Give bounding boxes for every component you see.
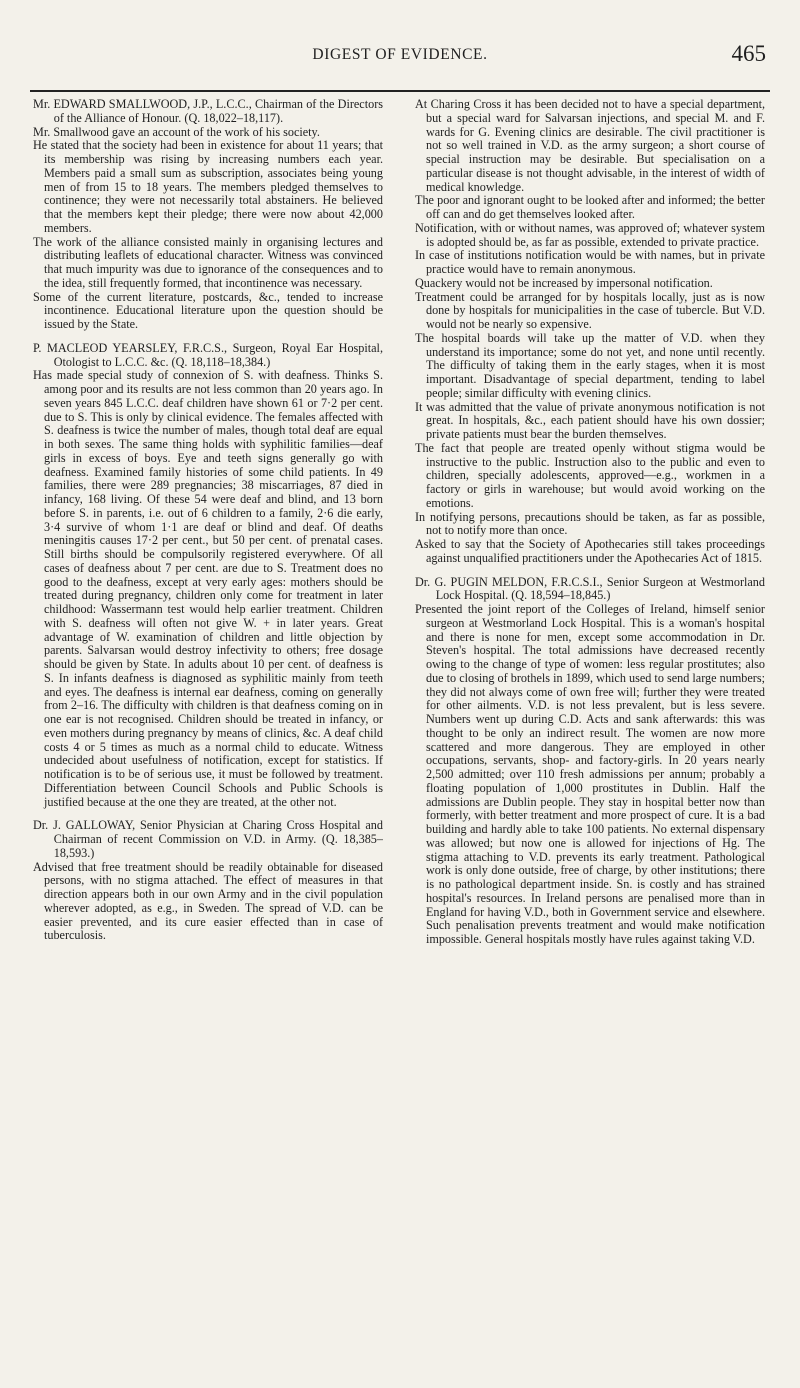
paragraph: In case of institutions notification would be with names, but in private practice would have to remain anonymous. (415, 248, 765, 276)
paragraph: Has made special study of connexion of S. with deafness. Thinks S. among poor and its results are not less common than 20 years ago. In seven years 845 L.C.C. deaf children have shown 61 or 7·2 per cent. due to S. This is only by clinical evidence. The females affected with S. deafness is twice the number of males, though total deaf are equal in both sexes. The same thing holds with syphilitic families—deaf girls in excess of boys. Eye and teeth signs generally go with deafness. Examined family histories of some child patients. In 49 families, there were 289 pregnancies; 38 miscarriages, 87 died in infancy, 168 living. Of these 54 were deaf and blind, and 13 born before S. in parents, i.e. out of 6 children to a family, 2·6 die early, 3·4 survive of whom 1·1 are deaf or blind and deaf. Of deaths meningitis causes 17·2 per cent., but 50 per cent. of prenatal cases. Still births should be compulsorily registered everywhere. Of all cases of deafness about 7 per cent. are due to S. Treatment does no good to the deafness, except at very early ages: mothers should be treated during pregnancy, children only come for treatment in later childhood: Wassermann test would help earlier treatment. Children with S. deafness will often not give W. + in later years. Great advantage of W. examination of children and little objection by parents. Salvarsan would destroy infectivity to others; free dosage should be given by State. In adults about 10 per cent. of deafness is S. In infants deafness is diagnosed as syphilitic mainly from teeth and eyes. The deafness is internal ear deafness, coming on generally from 2–16. The difficulty with children is that deafness coming on in one ear is not recognised. Children should be treated in infancy, or even mothers during pregnancy by means of clinics, &c. A deaf child costs 4 or 5 times as much as a normal child to educate. Witness undecided about usefulness of notification, except for statistics. If notification is to be of serious use, it must be followed by treatment. Differentiation between Council Schools and Public Schools is justified because at the one they are treated, at the other not. (33, 368, 383, 809)
paragraph: Quackery would not be increased by impersonal notification. (415, 275, 713, 290)
witness-heading-meldon: Dr. G. PUGIN MELDON, F.R.C.S.I., Senior Surgeon at Westmorland Lock Hospital. (Q. 18,594–18,845.) (415, 574, 765, 603)
paragraph: Asked to say that the Society of Apothecaries still takes proceedings against unqualified practitioners under the Apothecaries Act of 1815. (415, 537, 765, 565)
page-header (30, 41, 770, 86)
left-column (33, 98, 383, 1363)
paragraph: The fact that people are treated openly without stigma would be instructive to the public. Instruction also to the public and even to children, specially adolescents, approved—e.g., workmen in a factory or girls in warehouse; but would avoid working on the emotions. (415, 440, 765, 510)
paragraph: Advised that free treatment should be readily obtainable for diseased persons, with no stigma attached. The effect of measures in that direction appears both in our own Army and in the civil population wherever adopted, as e.g., in Sweden. The spread of V.D. can be easier prevented, and its cure easier effected than in case of tuberculosis. (33, 859, 383, 943)
paragraph: Notification, with or without names, was approved of; whatever system is adopted should be, as far as possible, extended to private practice. (415, 220, 765, 249)
paragraph: The poor and ignorant ought to be looked after and informed; the better off can and do get themselves looked after. (415, 193, 765, 221)
paragraph: At Charing Cross it has been decided not to have a special department, but a special ward for Salvarsan injections, and special M. and F. wards for G. Evening clinics are desirable. The civil practitioner is not so well trained in V.D. as the army surgeon; a short course of special instruction may be desirable. But specialisation on a particular disease is not thought advisable, in the interest of width of medical knowledge. (415, 98, 765, 194)
paragraph: The hospital boards will take up the matter of V.D. when they understand its importance; some do not yet, and none until recently. The difficulty of taking them in the early stages, when it is most important. Disadvantage of special department, tending to label people; similar difficulty with evening clinics. (415, 330, 765, 400)
page-number: 465 (731, 41, 766, 66)
paragraph: In notifying persons, precautions should be taken, as far as possible, not to notify more than once. (415, 509, 765, 538)
paragraph: Presented the joint report of the Colleges of Ireland, himself senior surgeon at Westmorland Lock Hospital. This is a woman's hospital and there is none for men, except some accommodation in Dr. Steven's hospital. The total admissions have decreased recently owing to the change of type of women: less regular prostitutes; also due to closing of brothels in 1899, which used to send large numbers; they did not always come of own free will; further they were treated for other ailments. V.D. is not less prevalent, but is less severe. Numbers went up during C.D. Acts and sank afterwards: this was thought to be only an indirect result. The women are now more scattered and more dangerous. They are employed in other occupations, servants, shop- and factory-girls. In 20 years nearly 2,500 admitted; over 110 fresh admissions per annum; probably a floating population of 1,000 prostitutes in Dublin. Half the admissions are Dublin people. They stay in hospital better now than formerly, with better treatment and more prospect of cure. It is a bad building and hardly able to take 100 patients. No external dispensary was allowed; but now one is allowed for injections of Hg. The stigma attaching to V.D. prevents its early treatment. Pathological work is only done outside, free of charge, by other institutions; there is no pathological department inside. Sn. is costly and has strained hospital's resources. In Ireland persons are penalised more than in England for having V.D., both in Government service and elsewhere. Such penalisation prevents treatment and would make notification impossible. General hospitals mostly have rules against taking V.D. (415, 602, 765, 946)
witness-heading-yearsley: P. MACLEOD YEARSLEY, F.R.C.S., Surgeon, Royal Ear Hospital, Otologist to L.C.C. &c. (Q. 18,118–18,384.) (33, 340, 383, 369)
witness-heading-smallwood: Mr. EDWARD SMALLWOOD, J.P., L.C.C., Chairman of the Directors of the Alliance of Honour. (Q. 18,022–18,117). (33, 98, 383, 125)
paragraph: Treatment could be arranged for by hospitals locally, just as is now done by hospitals for municipalities in the case of tubercle. But V.D. would not be nearly so expensive. (415, 289, 765, 331)
paragraph: He stated that the society had been in existence for about 11 years; that its membership was rising by increasing numbers each year. Members paid a small sum as subscription, associates being young men of from 15 to 18 years. The members pledged themselves to continence; they were not necessarily total abstainers. He believed that the members kept their pledge; there were now about 42,000 members. (33, 138, 383, 235)
paragraph: The work of the alliance consisted mainly in organising lectures and distributing leaflets of educational character. Witness was convinced that much impurity was due to ignorance of the consequences and to the idea, still frequently formed, that incontinence was necessary. (33, 234, 383, 290)
witness-heading-galloway: Dr. J. GALLOWAY, Senior Physician at Charing Cross Hospital and Chairman of recent Commission on V.D. in Army. (Q. 18,385–18,593.) (33, 818, 383, 860)
paragraph: Mr. Smallwood gave an account of the work of his society. (33, 124, 320, 139)
paragraph: Some of the current literature, postcards, &c., tended to increase incontinence. Educational literature upon the question should be issued by the State. (33, 289, 383, 331)
paragraph: It was admitted that the value of private anonymous notification is not great. In hospitals, &c., each patient should have his own dossier; private patients must bear the burden themselves. (415, 399, 765, 441)
running-head: DIGEST OF EVIDENCE. (312, 46, 488, 63)
right-column (415, 98, 765, 1363)
header-rule (30, 90, 770, 92)
